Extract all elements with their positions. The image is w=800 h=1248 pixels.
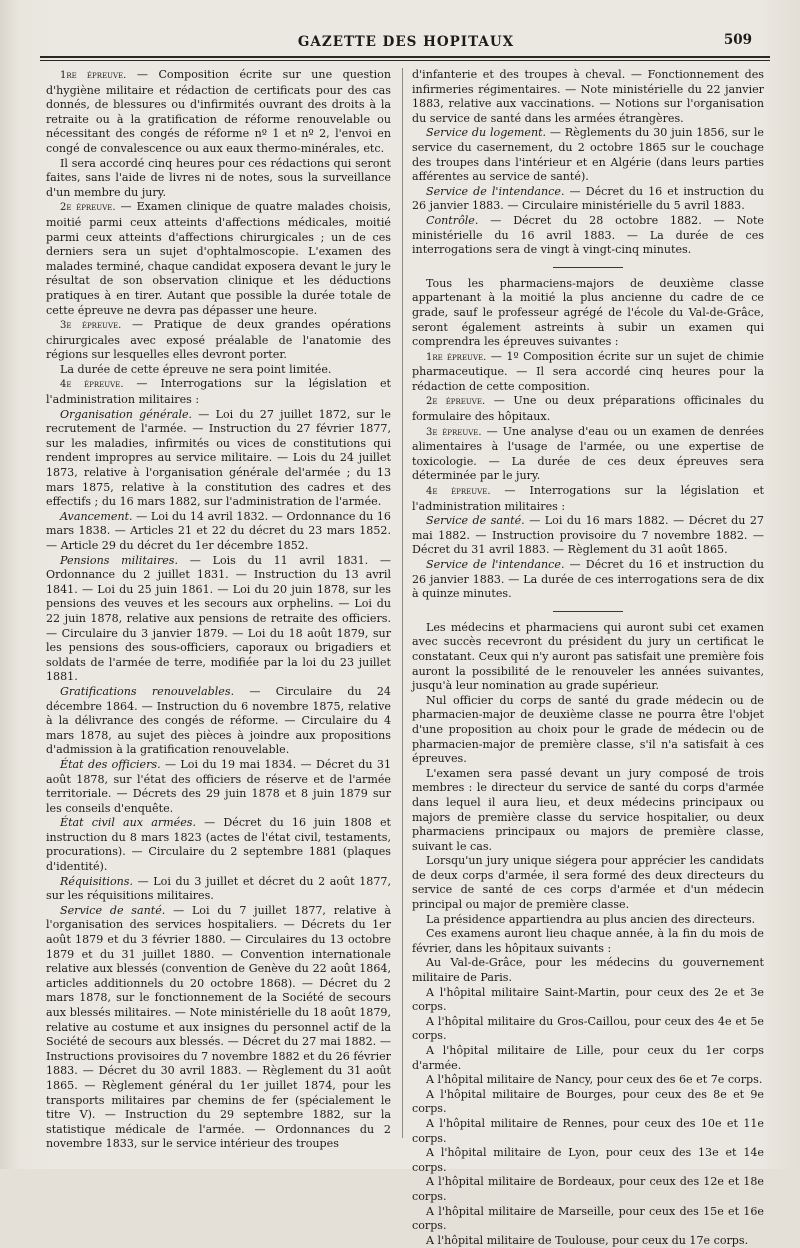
column-separator <box>402 68 403 1138</box>
paragraph-text: Nul officier du corps de santé du grade médecin ou de pharmacien-major de deuxième classe ne pourra être l'objet d'une proposition au choix pour le grade de médecin ou de pharmacien-major de première classe, s'il n'a satisfait à ces épreuves. <box>412 693 764 766</box>
right-column <box>412 68 764 1248</box>
paragraph-text: — Règlements du 30 juin 1856, sur le service du casernement, du 2 octobre 1865 sur le couchage des troupes dans l'intérieur et en Algérie (dans leurs parties afférentes au service de santé). <box>412 126 764 184</box>
paragraph <box>46 510 391 554</box>
paragraph <box>412 986 764 1015</box>
paragraph-text: — Loi du 27 juillet 1872, sur le recrutement de l'armée. — Instruction du 27 février 1877, sur les maladies, infirmités ou vices de constitutions qui rendent impropres au service militaire. — Lois du 24 juillet 1873, relative à l'organisation générale del'armée ; du 13 mars 1875, relative à la constitution des cadres et des effectifs ; du 16 mars 1882, sur l'administration de l'armée. <box>46 407 391 509</box>
paragraph <box>46 363 391 378</box>
paragraph <box>412 913 764 928</box>
paragraph-text: — Interrogations sur la législation et l'administration militaires : <box>46 377 391 407</box>
paragraph <box>412 1073 764 1088</box>
paragraph <box>412 1088 764 1117</box>
paragraph <box>412 214 764 258</box>
paragraph <box>412 854 764 912</box>
section-heading: Contrôle. <box>426 213 479 227</box>
paragraph-text: — Une ou deux préparations officinales du formulaire des hôpitaux. <box>412 394 764 424</box>
paragraph <box>46 758 391 816</box>
paragraph-text: La durée de cette épreuve ne sera point limitée. <box>60 362 332 376</box>
section-heading: Service de santé. <box>426 514 525 528</box>
paragraph-text: A l'hôpital militaire de Rennes, pour ceux des 10e et 11e corps. <box>412 1116 764 1145</box>
paragraph-text: — Loi du 16 mars 1882. — Décret du 27 mai 1882. — Instruction provisoire du 7 novembre 1882. — Décret du 31 avril 1883. — Règlement du 31 août 1865. <box>412 514 764 557</box>
paragraph <box>412 277 764 350</box>
paragraph-text: — Interrogations sur la législation et l'administration militaires : <box>412 484 764 513</box>
paragraph <box>46 68 391 157</box>
paragraph <box>412 558 764 602</box>
section-heading: Service de l'intendance. <box>426 184 565 198</box>
paragraph <box>46 377 391 407</box>
paragraph <box>412 68 764 126</box>
paragraph-text: — Décret du 16 juin 1808 et instruction du 8 mars 1823 (actes de l'état civil, testaments, procurations). — Circulaire du 2 septembre 1881 (plaques d'identité). <box>46 816 391 874</box>
section-heading: Avancement. <box>60 509 133 523</box>
paragraph <box>412 1175 764 1204</box>
paragraph <box>46 875 391 904</box>
page-header <box>40 30 772 56</box>
paragraph <box>412 514 764 558</box>
paragraph-text: Ces examens auront lieu chaque année, à la fin du mois de février, dans les hôpitaux suivants : <box>412 927 764 955</box>
section-divider <box>553 267 623 268</box>
paragraph <box>412 1015 764 1044</box>
paragraph-text: — Circulaire du 24 décembre 1864. — Instruction du 6 novembre 1875, relative à la délivrance des congés de réforme. — Circulaire du 4 mars 1878, au sujet des pièces à joindre aux propositions d'admission à la gratification renouvelable. <box>46 684 391 757</box>
paragraph-text: — Pratique de deux grandes opérations chirurgicales avec exposé préalable de l'anatomie des régions sur lesquelles elles devront porter. <box>46 318 391 362</box>
paragraph-text: d'infanterie et des troupes à cheval. — Fonctionnement des infirmeries régimentaires. — Note ministérielle du 22 janvier 1883, relative aux vaccinations. — Notions sur l'organisation du service de santé dans les armées étrangères. <box>412 68 764 125</box>
paragraph <box>412 1146 764 1175</box>
paragraph-text: Les médecins et pharmaciens qui auront subi cet examen avec succès recevront du président du jury un certificat le constatant. Ceux qui n'y auront pas satisfait une première fois auront la possibilité de le renouveler les années suivantes, jusqu'à leur nomination au grade supérieur. <box>412 620 764 693</box>
paragraph-text: — Examen clinique de quatre malades choisis, moitié parmi ceux atteints d'affections médicales, moitié parmi ceux atteints d'affections chirurgicales ; un de ces derniers sera un sujet d'ophtalmoscopie. L'examen des malades terminé, chaque candidat exposera devant le jury le résultat de son observation clinique et les déductions pratiques à en tirer. Autant que possible la durée totale de cette épreuve ne devra pas dépasser une heure. <box>46 200 391 317</box>
paragraph-text: A l'hôpital militaire de Toulouse, pour ceux du 17e corps. <box>426 1233 749 1247</box>
section-heading: État des officiers. <box>60 757 161 771</box>
exam-label: 2e épreuve. <box>60 202 116 214</box>
paragraph <box>46 685 391 758</box>
paragraph <box>46 554 391 685</box>
section-heading: Service de l'intendance. <box>426 558 565 571</box>
paragraph-text: — Loi du 14 avril 1832. — Ordonnance du 16 mars 1838. — Articles 21 et 22 du décret du 23 mars 1852. — Article 29 du décret du 1er décembre 1852. <box>46 509 391 552</box>
paragraph-text: Lorsqu'un jury unique siégera pour apprécier les candidats de deux corps d'armée, il sera formé des deux directeurs du service de santé de ces corps d'armée et d'un médecin principal ou major de première classe. <box>412 854 764 912</box>
paragraph <box>46 318 391 363</box>
exam-label: 1re épreuve. <box>426 351 487 363</box>
paragraph-text: — Décret du 16 et instruction du 26 janvier 1883. — La durée de ces interrogations sera de dix à quinze minutes. <box>412 558 764 601</box>
section-heading: État civil aux armées. <box>60 816 196 830</box>
paragraph-text: A l'hôpital militaire Saint-Martin, pour ceux des 2e et 3e corps. <box>412 985 764 1014</box>
paragraph-text: — Loi du 3 juillet et décret du 2 août 1877, sur les réquisitions militaires. <box>46 874 391 903</box>
header-rule-thin <box>40 60 770 61</box>
exam-label: 4e épreuve. <box>60 379 124 391</box>
paragraph-text: — Loi du 19 mai 1834. — Décret du 31 août 1878, sur l'état des officiers de réserve et de l'armée territoriale. — Décrets des 29 juin 1878 et 8 juin 1879 sur les conseils d'enquête. <box>46 757 391 815</box>
paragraph-text: Il sera accordé cinq heures pour ces rédactions qui seront faites, sans l'aide de livres ni de notes, sous la surveillance d'un membre du jury. <box>46 156 391 199</box>
paragraph <box>412 767 764 855</box>
header-rule-thick <box>40 56 770 58</box>
paragraph-text: A l'hôpital militaire de Nancy, pour ceux des 6e et 7e corps. <box>426 1073 763 1087</box>
paragraph <box>412 1044 764 1073</box>
exam-label: 2e épreuve. <box>426 396 486 408</box>
paragraph <box>46 157 391 201</box>
paragraph-text: A l'hôpital militaire de Bordeaux, pour ceux des 12e et 18e corps. <box>412 1175 764 1203</box>
paragraph-text: — Une analyse d'eau ou un examen de denrées alimentaires à l'usage de l'armée, ou une expertise de toxicologie. — La durée de ces deux épreuves sera déterminée par le jury. <box>412 424 764 483</box>
paragraph-text: Au Val-de-Grâce, pour les médecins du gouvernement militaire de Paris. <box>412 956 764 985</box>
paragraph <box>412 394 764 424</box>
section-heading: Organisation générale. <box>60 407 193 421</box>
section-heading: Service du logement. <box>426 126 547 140</box>
exam-label: 4e épreuve. <box>426 486 491 498</box>
paragraph <box>46 904 391 1152</box>
section-heading: Service de santé. <box>60 903 166 917</box>
exam-label: 1re épreuve. <box>60 70 127 81</box>
paragraph <box>412 927 764 956</box>
paragraph-text: A l'hôpital militaire du Gros-Caillou, pour ceux des 4e et 5e corps. <box>412 1014 764 1043</box>
section-heading: Réquisitions. <box>60 874 134 888</box>
exam-label: 3e épreuve. <box>60 320 122 332</box>
publication-title: GAZETTE DES HOPITAUX <box>297 34 515 50</box>
paragraph-text: La présidence appartiendra au plus ancien des directeurs. <box>426 912 756 926</box>
paragraph-text: — Décret du 28 octobre 1882. — Note ministérielle du 16 avril 1883. — La durée de ces interrogations sera de vingt à vingt-cinq minutes. <box>412 213 764 257</box>
paragraph <box>412 350 764 395</box>
paragraph <box>412 1234 764 1248</box>
paragraph <box>46 408 391 510</box>
paragraph <box>412 1117 764 1146</box>
section-divider <box>553 611 623 612</box>
exam-label: 3e épreuve. <box>426 426 482 438</box>
section-heading: Pensions militaires. <box>60 553 179 567</box>
paragraph-text: — Composition écrite sur une question d'hygiène militaire et rédaction de certificats pour des cas donnés, de blessures ou d'infirmités ouvrant des droits à la retraite ou à la gratification de réforme renouvelable ou nécessitant des congés de réforme nº 1 et nº 2, l'envoi en congé de convalescence ou aux eaux thermo-minérales, etc. <box>46 68 391 155</box>
paragraph <box>46 200 391 318</box>
paragraph-text: A l'hôpital militaire de Bourges, pour ceux des 8e et 9e corps. <box>412 1087 764 1116</box>
paragraph <box>412 425 764 484</box>
paragraph-text: — Loi du 7 juillet 1877, relative à l'organisation des services hospitaliers. — Décrets du 1er août 1879 et du 3 février 1880. — Circulaires du 13 octobre 1879 et du 31 juillet 1880. — Convention internationale relative aux blessés (convention de Genève du 22 août 1864, articles additionnels du 20 octobre 1868). — Décret du 2 mars 1878, sur le fonctionnement de la Société de secours aux blessés militaires. — Note ministérielle du 18 août 1879, relative au costume et aux insignes du personnel actif de la Société de secours aux blessés. — Décret du 27 mai 1882. — Instructions provisoires du 7 novembre 1882 et du 26 février 1883. — Décret du 30 avril 1883. — Règlement du 31 août 1865. — Règlement général du 1er juillet 1874, pour les transports militaires par chemins de fer (spécialement le titre V). — Instruction du 29 septembre 1882, sur la statistique médicale de l'armée. — Ordonnances du 2 novembre 1833, sur le service intérieur des troupes <box>46 903 391 1151</box>
paragraph-text: A l'hôpital militaire de Lille, pour ceux du 1er corps d'armée. <box>412 1044 764 1072</box>
paragraph-text: Tous les pharmaciens-majors de deuxième classe appartenant à la moitié la plus ancienne du cadre de ce grade, sauf le professeur agrégé de l'école du Val-de-Grâce, seront également astreints à subir un examen qui comprendra les épreuves suivantes : <box>412 276 764 349</box>
paragraph <box>412 126 764 184</box>
paragraph-text: — 1º Composition écrite sur un sujet de chimie pharmaceutique. — Il sera accordé cinq heures pour la rédaction de cette composition. <box>412 349 764 393</box>
paragraph-text: A l'hôpital militaire de Marseille, pour ceux des 15e et 16e corps. <box>412 1204 764 1233</box>
paragraph <box>412 1205 764 1234</box>
paragraph-text: A l'hôpital militaire de Lyon, pour ceux des 13e et 14e corps. <box>412 1146 764 1174</box>
page-number: 509 <box>723 32 752 48</box>
paragraph <box>412 484 764 514</box>
paragraph <box>412 694 764 767</box>
paragraph <box>412 185 764 214</box>
paragraph <box>46 816 391 874</box>
section-heading: Gratifications renouvelables. <box>60 684 235 698</box>
paragraph <box>412 621 764 694</box>
left-column <box>46 68 391 1152</box>
paragraph <box>412 956 764 985</box>
paragraph-text: L'examen sera passé devant un jury composé de trois membres : le directeur du service de santé du corps d'armée dans lequel il aura lieu, et deux médecins principaux ou majors de première classe du service hospitalier, ou deux pharmaciens principaux ou majors de première classe, suivant le cas. <box>412 766 764 853</box>
paragraph-text: — Décret du 16 et instruction du 26 janvier 1883. — Circulaire ministérielle du 5 avril 1883. <box>412 184 764 213</box>
paragraph-text: — Lois du 11 avril 1831. — Ordonnance du 2 juillet 1831. — Instruction du 13 avril 1841. — Loi du 25 juin 1861. — Loi du 20 juin 1878, sur les pensions des veuves et les secours aux orphelins. — Loi du 22 juin 1878, relative aux pensions de retraite des officiers. — Circulaire du 3 janvier 1879. — Loi du 18 août 1879, sur les pensions des sous-officiers, caporaux ou brigadiers et soldats de l'armée de terre, modifiée par la loi du 23 juillet 1881. <box>46 553 392 684</box>
